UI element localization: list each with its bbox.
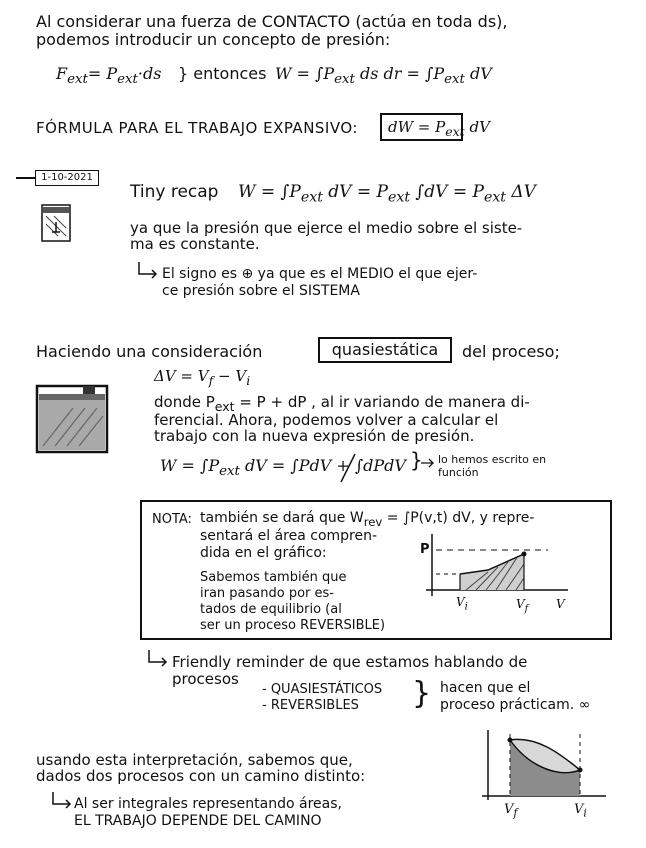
text-line: hacen que el	[440, 680, 531, 696]
text-line: usando esta interpretación, sabemos que,	[36, 751, 353, 769]
eq-sub: ext	[445, 124, 465, 139]
eq-text: V	[504, 802, 514, 817]
text-line: tados de equilibrio (al	[200, 602, 342, 617]
eq-text: − V	[213, 367, 247, 385]
list-item: - REVERSIBLES	[262, 698, 359, 713]
axis-label-vi	[456, 594, 468, 615]
eq-text: V	[516, 597, 525, 611]
entonces-text: } entonces	[178, 64, 267, 83]
axis-label-p: P	[420, 542, 430, 557]
eq-sub: ext	[67, 72, 88, 88]
conclusion-text: EL TRABAJO DEPENDE DEL CAMINO	[74, 813, 322, 829]
eq-text: dV	[464, 64, 492, 83]
eq-text: F	[56, 64, 68, 83]
text-line: podemos introducir un concepto de presión:	[36, 30, 391, 49]
text-line: Friendly reminder de que estamos hablando de	[172, 653, 528, 671]
text-line: dida en el gráfico:	[200, 545, 327, 561]
eq-sub: ext	[300, 189, 323, 206]
eq-sub: ext	[387, 189, 411, 206]
text-line: Sabemos también que	[200, 570, 347, 585]
arrow-icon	[136, 260, 160, 280]
eq-text: W = ∫P	[238, 182, 301, 202]
arrow-icon	[420, 456, 436, 470]
quasistatic-box: quasiestática	[318, 337, 452, 363]
text-line: ma es constante.	[130, 235, 260, 253]
eq-text: = P	[87, 64, 118, 83]
eq-sub: ext	[444, 72, 465, 88]
brace: }	[412, 676, 432, 711]
divider	[16, 177, 36, 179]
formula-label: FÓRMULA PARA EL TRABAJO EXPANSIVO:	[36, 119, 358, 137]
text-line: proceso prácticam. ∞	[440, 697, 591, 713]
text-fragment: donde P	[154, 393, 215, 411]
equation-work	[275, 66, 492, 88]
text-line: ce presión sobre el SISTEMA	[162, 283, 360, 299]
text-line: dados dos procesos con un camino distinto:	[36, 767, 366, 785]
eq-sub: i	[464, 601, 468, 613]
text-line: ferencial. Ahora, podemos volver a calcular el	[154, 411, 499, 429]
eq-sub: ext	[483, 189, 506, 206]
eq-sub: f	[524, 603, 529, 615]
text-fragment: = P + dP , al ir variando de manera di-	[234, 393, 530, 411]
text-fragment: = ∫P(v,t) dV, y repre-	[382, 510, 535, 526]
text-line: trabajo con la nueva expresión de presión.	[154, 427, 475, 445]
eq-sub: ext	[117, 72, 138, 88]
eq-sub: rev	[363, 514, 383, 529]
eq-text: ΔV	[506, 182, 536, 202]
equation-force	[56, 66, 161, 88]
text-line: Haciendo una consideración	[36, 342, 263, 361]
eq-text: dV	[464, 118, 490, 136]
eq-sub: i	[583, 806, 587, 820]
eq-text: dV = P	[322, 182, 388, 202]
eq-sub: f	[513, 806, 518, 820]
text-line: procesos	[172, 670, 239, 688]
work-equation	[160, 458, 406, 480]
eq-text: ∫dV = P	[410, 182, 484, 202]
note-label: NOTA:	[152, 512, 192, 527]
eq-text: dW = P	[388, 118, 446, 136]
text-line: ya que la presión que ejerce el medio sobre el siste-	[130, 219, 523, 237]
text-line: Al ser integrales representando áreas,	[74, 796, 342, 812]
text-line	[200, 510, 534, 530]
text-line: sentará el área compren-	[200, 528, 378, 544]
eq-sub: f	[208, 373, 214, 388]
text-line: Al considerar una fuerza de CONTACTO (actúa en toda ds),	[36, 12, 508, 31]
delta-v-equation	[154, 368, 250, 389]
eq-text: ΔV = V	[154, 367, 209, 385]
recap-equation	[238, 184, 536, 205]
eq-sub: i	[246, 373, 251, 388]
text-line: del proceso;	[462, 342, 560, 361]
eq-sub: ext	[214, 399, 235, 414]
eq-text: W = ∫P	[160, 456, 220, 475]
date-stamp: 1-10-2021	[35, 170, 99, 186]
axis-label-vi	[574, 802, 587, 822]
text-fragment: también se dará que W	[200, 510, 364, 526]
strike-mark	[338, 450, 358, 486]
text-line: lo hemos escrito en	[438, 453, 547, 466]
formula-box	[380, 113, 490, 141]
eq-text: ds dr = ∫P	[354, 64, 445, 83]
axis-label-vf	[516, 596, 528, 617]
text-line: El signo es ⊕ ya que es el MEDIO el que ejer-	[162, 266, 478, 282]
eq-text: dV = ∫PdV + ∫dPdV	[239, 456, 406, 475]
text-line: ser un proceso REVERSIBLE)	[200, 618, 386, 633]
eq-text: V	[456, 595, 465, 609]
pv-graph-two-paths	[474, 726, 614, 806]
eq-text: ·ds	[137, 64, 162, 83]
piston-icon	[36, 202, 84, 244]
pv-graph-reversible	[418, 534, 578, 615]
arrow-icon	[50, 790, 74, 810]
recap-label: Tiny recap	[130, 182, 219, 202]
eq-text: W = ∫P	[275, 64, 335, 83]
eq-text: V	[574, 802, 584, 817]
axis-label-v: V	[556, 597, 565, 611]
piston-diagram	[33, 380, 111, 456]
text-line: iran pasando por es-	[200, 586, 334, 601]
eq-sub: ext	[334, 72, 355, 88]
axis-label-vf	[504, 802, 517, 822]
list-item: - QUASIESTÁTICOS	[262, 682, 383, 697]
eq-sub: ext	[219, 464, 240, 480]
brace: }	[410, 448, 423, 472]
text-line: función	[438, 466, 479, 479]
arrow-icon	[146, 648, 170, 668]
